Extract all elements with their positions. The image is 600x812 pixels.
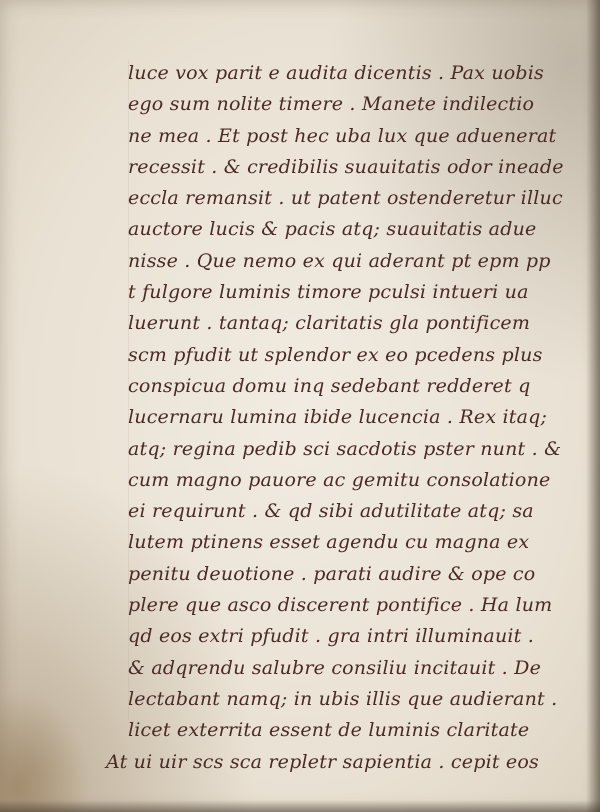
text-line: nisse . Que nemo ex qui aderant pt epm pp xyxy=(128,249,551,272)
text-line: ne mea . Et post hec uba lux que aduenerat xyxy=(128,124,557,147)
text-line: luce vox parit e audita dicentis . Pax uobis xyxy=(128,62,545,84)
text-line: penitu deuotione . parati audire & ope co xyxy=(128,562,536,585)
text-line: auctore lucis & pacis atq; suauitatis adue xyxy=(128,218,537,241)
text-line: lucernaru lumina ibide lucencia . Rex itaq; xyxy=(128,406,548,429)
water-stain xyxy=(0,690,90,812)
text-line: t fulgore luminis timore pculsi intueri ua xyxy=(128,281,529,304)
text-line: & adqrendu salubre consiliu incitauit . De xyxy=(128,656,542,679)
text-line: conspicua domu inq sedebant redderet q xyxy=(128,374,531,397)
manuscript-text xyxy=(106,58,564,778)
text-line: lectabant namq; in ubis illis que audierant . xyxy=(128,687,558,710)
text-line: scm pfudit ut splendor ex eo pcedens plus xyxy=(128,343,543,366)
text-line: ego sum nolite timere . Manete indilectio xyxy=(128,93,535,116)
page-bottom-shadow xyxy=(0,800,600,812)
text-line: licet exterrita essent de luminis claritate xyxy=(128,719,530,742)
text-line: At ui uir scs sca repletr sapientia . cepit eos xyxy=(106,750,539,773)
text-line: qd eos extri pfudit . gra intri illuminauit . xyxy=(128,625,534,648)
text-line: plere que asco discerent pontifice . Ha lum xyxy=(128,594,553,617)
text-line: lutem ptinens esset agendu cu magna ex xyxy=(128,531,530,554)
text-line: ei requirunt . & qd sibi adutilitate atq; sa xyxy=(128,500,534,523)
page-edge-shadow xyxy=(586,0,600,812)
text-line: recessit . & credibilis suauitatis odor ineade xyxy=(128,155,564,178)
text-line: luerunt . tantaq; claritatis gla pontificem xyxy=(128,312,531,335)
text-line: cum magno pauore ac gemitu consolatione xyxy=(128,468,551,491)
text-line: eccla remansit . ut patent ostenderetur illuc xyxy=(128,187,563,210)
text-line: atq; regina pedib sci sacdotis pster nunt . & xyxy=(128,437,562,460)
